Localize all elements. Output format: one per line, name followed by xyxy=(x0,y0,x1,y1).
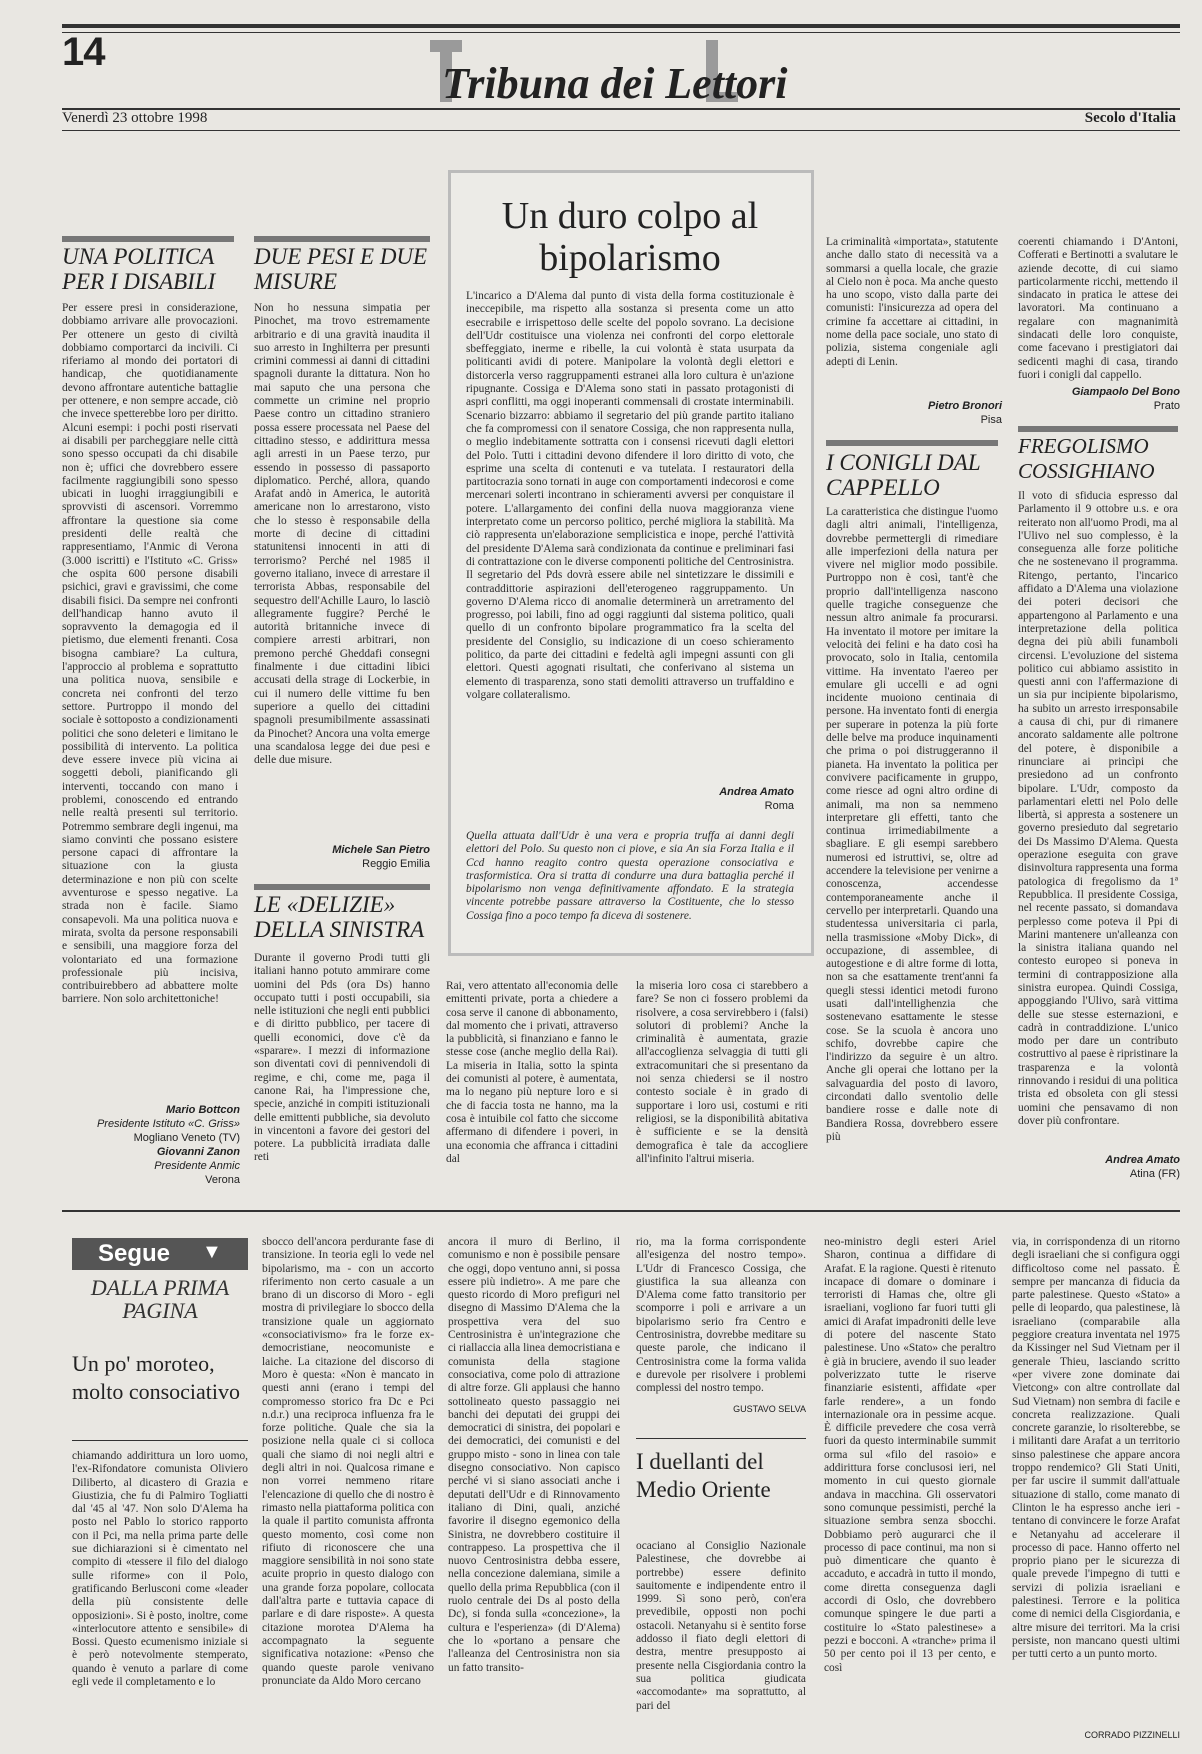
headline-duellanti: I duellanti del Medio Oriente xyxy=(636,1449,771,1502)
headline-disabili: UNA POLITICA PER I DISABILI xyxy=(62,244,216,294)
top-rule xyxy=(62,24,1180,28)
signature-location: Mogliano Veneto (TV) xyxy=(133,1132,240,1144)
headline-duepesi: DUE PESI E DUE MISURE xyxy=(254,244,428,294)
article-body-conigli: La caratteristica che distingue l'uomo dagli altri animali, l'intelligenza, dovrebbe permettergli di rimediare alle imperfezioni della natura per vivere nel miglior modo possibile. Purtroppo non è così, tant'è che proprio dall'intelligenza nascono quelle tragiche conseguenze che nessun altro animale fa procurarsi. Ha inventato il motore per imitare la velocità dei felini e ha dato così ha provocato, solo in Italia, centomila vittime. Ha inventato l'aereo per emulare gli uccelli e ad ogni incidente muoiono centinaia di persone. Ha inventato fonti di energia per superare in potenza la più forte delle belve ma produce inquinamenti che prima o poi distruggeranno il pianeta. Ha inventato la politica per convivere pacificamente in gruppo, come riesce ad ogni altro ordine di animali, ma non sa nemmeno interpretare gli effetti, tanto che continua irrimediabilmente a sbagliare. E gli esempi sarebbero numerosi ed istruttivi, se, oltre ad accendere la televisione per venirne a conoscenza, accendesse contemporaneamente anche il cervello per interpretarli. Quando una studentessa universitaria ci parla, nella trasmissione «Moby Dick», di occupazione, di assemblee, di autogestione e di altre forme di lotta, non sa che esattamente trent'anni fa quegli stessi identici metodi furono usati dall'intellighenzia che sostenevano esattamente le stesse cose. Se la scuola è ancora uno schifo, dovrebbe capire che l'indirizzo da seguire è un altro. Anche gli operai che lottano per la salvaguardia del posto di lavoro, circondati dallo sventolio delle bandiere rosse e dalle note di Bandiera Rossa, dovrebbero essere più xyxy=(826,506,998,1143)
signature: Mario Bottcon xyxy=(166,1104,240,1116)
signature-role: Presidente Istituto «C. Griss» xyxy=(96,1118,240,1130)
signature-location: Prato xyxy=(1153,400,1180,412)
article-body-moroteo-cont: rio, ma la forma corrispondente all'esigenza del nostro tempo». L'Udr di Francesco Cossiga, che giustifica la sua alleanza con D'Alema come fatto transitorio per scomporre i poli e arrivare a un bipolarismo serio fra Centro e Centrosinistra, dovrebbe meditare su queste parole, che indicano il Centrosinistra come la forma valida e durevole per risolvere i problemi complessi del nostro tempo. xyxy=(636,1236,806,1395)
newspaper-brand: Secolo d'Italia xyxy=(1084,110,1176,126)
signature: Andrea Amato xyxy=(1105,1154,1180,1166)
header-rule-bottom xyxy=(62,130,1180,131)
editorial-reply: Quella attuata dall'Udr è una vera e propria truffa ai danni degli elettori del Polo. Su questo non ci piove, e sia An sia Forza Italia e il Ccd hanno reagito contro questa operazione consociativa e trasformistica. Ora si tratta di condurre una dura battaglia perché il bipolarismo non venga definitivamente affondato. E la strategia vincente potrebbe passare attraverso la Costituente, che lo stesso Cossiga fino a poco tempo fa diceva di sostenere. xyxy=(466,830,794,922)
arrow-down-icon: ▼ xyxy=(202,1241,222,1263)
headline-bar xyxy=(254,884,430,890)
masthead xyxy=(430,40,850,110)
headline-rule xyxy=(72,1440,248,1441)
article-body-moroteo-cont: ancora il muro di Berlino, il comunismo e non è possibile pensare che oggi, dopo ventuno anni, si possa essere più indietro». A me pare che questo ricordo di Moro prefiguri nel disegno di Massimo D'Alema che la prospettiva vera del suo Centrosinistra è un'integrazione che ci riallaccia alla linea democristiana e comunista della stagione consociativa, come polo di attrazione di altre forze. Gli applausi che hanno sottolineato questo passaggio nei banchi dei deputati dei gruppi dei democratici di sinistra, dei popolari e dei democratici, dei comunisti e del gruppo misto - sono in linea con tale disegno consociativo. Non capisco perché vi si siano associati anche i deputati dell'Udr e di Rinnovamento italiano di Dini, quali, anziché favorire il disegno egemonico della Sinistra, ne dovrebbero costituire il contrappeso. La prospettiva che il nuovo Centrosinistra debba essere, nella concezione dalemiana, simile a quello della prima Repubblica (con il ruolo centrale dei Ds al posto della Dc), si fonda sulla «concezione», la cultura e l'esperienza» (di D'Alema) che lo «portano a pensare che l'alleanza del Centrosinistra non sia un fatto transito- xyxy=(448,1236,620,1674)
headline-bar xyxy=(254,236,430,242)
signature: Giampaolo Del Bono xyxy=(1071,386,1180,398)
headline-moroteo: Un po' moroteo, molto consociativo xyxy=(72,1351,241,1404)
article-body-duepesi: Non ho nessuna simpatia per Pinochet, ma trovo estremamente arbitrario e di una gravità inaudita il suo arresto in Inghilterra per presunti crimini commessi ai danni di cittadini spagnoli durante la dittatura. Non ho mai saputo che una persona che commette un crimine nel proprio Paese contro un cittadino straniero possa essere processata nel Paese del cittadino stesso, e addirittura messa agli arresti in un Paese terzo, pur essendo in possesso di passaporto diplomatico. Perché, allora, quando Arafat andò in America, le autorità americane non lo arrestarono, visto che lo stesso è responsabile della morte di decine di cittadini statunitensi innocenti in atti di terrorismo? Perché nel 1985 il governo italiano, invece di arrestare il terrorista Abbas, responsabile del sequestro dell'Achille Lauro, lo lasciò allegramente fuggire? Perché le autorità britanniche invece di compiere arresti arbitrari, non premono perché Gheddafi consegni finalmente i due cittadini libici accusati della strage di Lockerbie, in cui il numero delle vittime fu ben superiore a quello dei cittadini spagnoli presumibilmente assassinati da Pinochet? Ancora una volta emerge una scandalosa legge dei due pesi e delle due misure. xyxy=(254,302,430,767)
dalla-prima-pagina: DALLA PRIMA PAGINA xyxy=(90,1275,230,1323)
article-body-delizie: Durante il governo Prodi tutti gli italiani hanno potuto ammirare come uomini del Pds (ora Ds) hanno occupato tutti i posti occupabili, sia nelle istituzioni che negli enti pubblici e di diritto pubblico, per tacere di quelli economici, dove c'è da «sparare». I mezzi di informazione son diventati covi di pennivendoli di regime, e chi, come me, paga il canone Rai, ha l'impressione che, specie, anziché in compiti istituzionali delle emittenti pubbliche, sia devoluto in vincentoni a favore dei gestori del potere. La pubblicità irradiata dalle reti xyxy=(254,952,430,1164)
headline-bar xyxy=(826,440,998,446)
article-body-criminalita: La criminalità «importata», statutente anche dallo stato di necessità va a sommarsi a quella locale, che grazie al Cielo non è poca. Ma anche questo ha uno scopo, visto dalla parte dei comunisti: l'insicurezza ad opera del crimine fa accettare ai cittadini, in nome della pace sociale, uno stato di polizia, sistema congeniale agli adepti di Lenin. xyxy=(826,236,998,368)
article-body-disabili: Per essere presi in considerazione, dobbiamo arrivare alle provocazioni. Per ottenere un gesto di civiltà dobbiamo comportarci da incivili. Ci riferiamo al mondo dei portatori di handicap, che quotidianamente devono affrontare autentiche battaglie per ottenere, e non sempre accade, ciò che invece spetterebbe loro per diritto. Alcuni esempi: i pochi posti riservati ai disabili per parcheggiare nelle città sono spesso occupati da chi disabile non è; uffici che dovrebbero essere facilmente raggiungibili sono spesso ubicati in luoghi irraggiungibili e sprovvisti di ascensori. Vorremmo affrontare la questione sia come presidenti delle realtà che rappresentiamo, l'Anmic di Verona (3.000 iscritti) e l'Istituto «C. Griss» che ospita 600 persone disabili psichici, gravi e gravissimi, che come disabili fisici. Da sempre nei confronti dell'handicap hanno avuto il sopravvento la demagogia ed il pietismo, due elementi frenanti. Cosa bisogna cambiare? La cultura, l'approccio al problema e soprattutto una politica nuova, sensibile e concreta nei confronti del terzo settore. Purtroppo il mondo del sociale è sottoposto a condizionamenti politici che sono deleteri e limitano le possibilità di intervento. La politica deve essere invece più vicina ai soggetti deboli, pianificando gli interventi, toccando con mano i problemi, conoscendo ed entrando nelle realtà presenti sul territorio. Potremmo sembrare degli ingenui, ma siamo convinti che possano esistere persone capaci di affrontare la situazione con la giusta determinazione e non più con scelte avventurose e spesso negative. La strada non è facile. Siamo consapevoli. Ma una politica nuova e mirata, svolta da persone responsabili e sensibili, una maggiore forza del volontariato ed una formazione professionale più incisiva, contribuirebbero ad abbattere molte barriere. Non solo architettoniche! xyxy=(62,302,238,1006)
article-body-delizie-cont: la miseria loro cosa ci starebbero a fare? Se non ci fossero problemi da risolvere, a cosa servirebbero i (falsi) solutori di problemi? Anche la criminalità è aumentata, grazie all'accoglienza selvaggia di tutti gli extracomunitari che si presentano da noi senza chiedersi se il nostro contesto sociale è in grado di supportare i loro usi, costumi e riti religiosi, se la disponibilità abitativa è sufficiente e se la densità demografica è tale da accogliere all'infinito l'altrui miseria. xyxy=(636,980,808,1165)
headline-bar xyxy=(1018,426,1178,432)
signature-location: Atina (FR) xyxy=(1129,1168,1180,1180)
signature: GUSTAVO SELVA xyxy=(733,1404,806,1414)
section-divider xyxy=(62,1210,1180,1212)
page-number: 14 xyxy=(62,30,105,74)
article-body-duellanti-cont: neo-ministro degli esteri Ariel Sharon, continua a diffidare di Arafat. E la ragione. Questi è ritenuto incapace di domare o dominare i terroristi di Hamas che, oltre gli israeliani, vogliono far fuori tutti gli amici di Arafat impadroniti delle leve di potere del nascente Stato palestinese. Uno «Stato» che peraltro è già in bruciere, avendo il suo leader polverizzato tutte le riserve finanziarie esistenti, affidate «per farle rendere», a un fondo internazionale ora in pessime acque. È difficile prevedere che cosa verrà fuori da questo interminabile summit orma sul «filo del rasoio» e addirittura forse conclusosi ieri, nel momento in cui questo giornale andava in macchina. Gli osservatori sono comunque pessimisti, perché la situazione sembra senza sbocchi. Dobbiamo però augurarci che il processo di pace continui, ma non si può dimenticare che quanto è accaduto, e accadrà in tutto il mondo, come diretta conseguenza dagli accordi di Oslo, che dovrebbero comunque spingere le due parti a costituire lo «Stato palestinese» a pezzi e bocconi. A «tranche» prima il 50 per cento poi il 13 per cento, e così xyxy=(824,1236,996,1674)
article-body-bipolarismo: L'incarico a D'Alema dal punto di vista della forma costituzionale è ineccepibile, ma rispetto alla sostanza si presenta come un atto esecrabile e irrispettoso delle scelte del popolo sovrano. La decisione dell'Udr costituisce una violenza nei confronti del corpo elettorale sbeffeggiato, inerme e ribelle, la cui volontà è stata usurpata da politicanti avidi di potere. Manipolare la volontà degli elettori e distorcerla verso raggruppamenti estranei alla loro cultura è un'azione ripugnante. Cossiga e D'Alema sono stati in passato protagonisti di aspri conflitti, ma oggi inoperanti commensali di crostate interminabili. Scenario bizzarro: abbiamo il segretario del più grande partito italiano che fa compromessi con il senatore Cossiga, che non rappresenta nulla, o meglio indebitamente sottratta con i consensi ricevuti dagli elettori del Polo. Tutti i cittadini devono difendere il loro diritto di voto, che esprime una scelta di contenuti e va tutelata. I restauratori della partitocrazia sono tornati in auge con comportamenti indecorosi e come mercenari solerti incontrano in schieramenti avversi per conquistare il potere. L'allargamento dei confini della nuova maggioranza viene interpretato come un percorso politico, perché migliora la stabilità. Ma ciò rappresenta un'elaborazione semplicistica e inope, perché l'attività del presidente D'Alema sarà condizionata da continue e preliminari fasi di contrattazione con le diverse componenti politiche del Centrosinistra. Il segretario del Pds dovrà essere abile nel sintetizzare le dissimili e contraddittorie aspirazioni dell'eterogeneo raggruppamento. Un governo D'Alema ricco di anomalie determinerà un arretramento del progresso, poi labili, fino ad oggi raggiunti dal sistema politico, quali quello di un confronto bipolare programmatico fra la scelta del presidente del Consiglio, su indicazione di un coeso schieramento politico, da parte dei cittadini e fedeltà agli impegni assunti con gli elettori. Questi agognati risultati, che conferivano al sistema un elemento di trasparenza, sono stati demoliti attraverso un truffaldino e volgare collateralismo. xyxy=(466,290,795,701)
article-body-moroteo-cont: sbocco dell'ancora perdurante fase di transizione. In teoria egli lo vede nel bipolarismo, ma - con un accorto riferimento non certo casuale a un brano di un discorso di Moro - egli mostra di privilegiare lo sbocco della transizione quale un aggiornato «consociativismo» fra le forze ex-democristiane, neocomuniste e laiche. La citazione del discorso di Moro è questa: «Non è mancato in questi anni (erano i tempi del compromesso storico fra Dc e Pci n.d.r.) una reciproca influenza fra le forze politiche. Quale che sia la posizione nella quale ci si colloca quali che siamo di noi negli altri e degli altri in noi. Qualcosa rimane e non vorrei nemmeno ritare l'elencazione di quello che di nostro è rimasto nella piattaforma politica con la quale il partito comunista affronta questo momento, così come non rifiuto di riconoscere che una maggiore sensibilità in noi sono state acuite proprio in questo dialogo con una grande forza popolare, collocata dall'altra parte e tuttavia capace di parlare e di dare risposte». A questa citazione morotea D'Alema ha accompagnato la seguente significativa notazione: «Penso che quando queste parole venivano pronunciate da Aldo Moro cercano xyxy=(262,1236,434,1687)
segue-banner xyxy=(72,1238,248,1270)
header-rule xyxy=(62,108,1180,110)
signature: Pietro Bronori xyxy=(928,400,1002,412)
signature: Andrea Amato xyxy=(719,786,794,798)
signature-role: Presidente Anmic xyxy=(154,1160,240,1172)
article-body-delizie-cont: Rai, vero attentato all'economia delle emittenti private, porta a chiedere a cosa serve il canone di abbonamento, dal momento che i privati, attraverso la pubblicità, si finanziano e fanno le stesse cose (anche meglio della Rai). La miseria in Italia, sotto la spinta dei comunisti al potere, è aumentata, ma lo negano più nepture loro e si che di faccia tosta ne hanno, ma la cosa è intuibile col fatto che siccome affermano di difendere i poveri, in una economia che affranca i cittadini dal xyxy=(446,980,618,1165)
headline-delizie: LE «DELIZIE» DELLA SINISTRA xyxy=(254,892,425,942)
article-body-fregolismo: Il voto di sfiducia espresso dal Parlamento il 9 ottobre u.s. e ora reiterato non all'uomo Prodi, ma al l'Ulivo nel suo complesso, è la conseguenza alle forze politiche che ne sostenevano il programma. Ritengo, pertanto, l'incarico affidato a D'Alema una violazione dei poteri decisori che appartengono al Parlamento e una interpretazione della politica degna dei più abili funamboli circensi. L'evoluzione del sistema politico cui abbiamo assistito in questi anni con l'affermazione di un sia pur incipiente bipolarismo, ha subito un arresto irresponsabile a causa di chi, pur di rimanere ancorato saldamente alle poltrone del potere, è disponibile a rinunciare ai princìpi che presiedono ad un confronto bipolare. L'Udr, composto da parlamentari eletti nel Polo delle libertà, si appresta a sostenere un governo presieduto dal segretario dei Ds Massimo D'Alema. Questa operazione eseguita con grave disinvoltura rappresenta una forma patologica di fregolismo da 1ª Repubblica. Il presidente Cossiga, nel recente passato, si domandava perplesso come poteva il Ppi di Marini mantenere un'alleanza con la sinistra italiana quando nel contesto europeo si poneva in termini di contrapposizione alla sinistra europea. Quindi Cossiga, appoggiando l'Ulivo, sarà vittima delle sue stesse esternazioni, e cadrà in contraddizione. L'unico modo per dare un contributo costruttivo al paese è ripristinare la trasparenza e la volontà rinnovando i residui di una politica trista ed obsoleta con gli stessi uomini che pensavamo di non dover più confrontare. xyxy=(1018,490,1178,1127)
headline-bar xyxy=(62,236,234,242)
signature-location: Pisa xyxy=(980,414,1002,426)
signature: CORRADO PIZZINELLI xyxy=(1084,1730,1180,1740)
headline-conigli: I CONIGLI DAL CAPPELLO xyxy=(826,450,981,500)
signature: Michele San Pietro xyxy=(332,844,430,856)
signature-location: Roma xyxy=(764,800,794,812)
signature-location: Verona xyxy=(205,1174,240,1186)
article-body-duellanti-cont: via, in corrispondenza di un ritorno degli israeliani che si configura oggi difficoltoso come nel passato. È sempre per mancanza di fiducia da parte palestinese. Questo «Stato» a pelle di leopardo, qua palestinese, là israeliano (comparabile alla peggiore creatura inventata nel 1975 da Kissinger nel Sud Vietnam per il generale Thieu, lasciando scritto «per vivere zone dominate dai Vietcong» con altre controllate dal Sud Vietnam) non sembra di facile e concreta realizzazione. Quali concrete garanzie, lo risolterebbe, se i militanti dare Arafat a un territorio sinso palestinese che appare ancora troppo rendemico? Gli Stati Uniti, per far uscire il summit dall'attuale situazione di stallo, come manato di Clinton le ha espresso anche ieri - tentano di convincere le forze Arafat e Netanyahu ad accelerare il processo di pace. Hanno offerto nel proprio piano per le sicurezza di quale prevede l'impegno di tutti e servizi di polizia israeliani e palestinesi. Terrore e la politica come di nemici della Cisgiordania, e altre misure dei territori. Ma la crisi persiste, non mancano questi ultimi per tutti certo a un punto morto. xyxy=(1012,1236,1180,1661)
masthead-title: Tribuna dei Lettori xyxy=(442,59,788,108)
headline-fregolismo: FREGOLISMO COSSIGHIANO xyxy=(1018,434,1155,483)
headline-bipolarismo: Un duro colpo al bipolarismo xyxy=(501,195,759,279)
article-body-coerenti: coerenti chiamando i D'Antoni, Cofferati e Bertinotti a svalutare le aziende decotte, di cui siamo particolarmente ricchi, mettendo il sindacato in pratica le attese dei lavoratori. Ma continuano a regalare con magnanimità sindacati delle loro conquiste, come facevano i prestigiatori dai sedicenti maghi di casa, tirando fuori i conigli dal cappello. xyxy=(1018,236,1178,381)
headline-rule xyxy=(636,1438,806,1439)
signature-location: Reggio Emilia xyxy=(362,858,430,870)
segue-label: Segue xyxy=(98,1240,171,1267)
top-rule-thin xyxy=(62,32,1180,33)
article-body-moroteo: chiamando addirittura un loro uomo, l'ex-Rifondatore comunista Oliviero Diliberto, al dicastero di Grazia e Giustizia, che fu di Palmiro Togliatti dal '45 al '47. Non solo D'Alema ha posto nel Pablo lo storico rapporto con il Pci, ma nella prima parte delle sue dichiarazioni si è cimentato nel compito di «tessere il filo del dialogo sulle riforme» con il Polo, gratificando Berlusconi come «leader della più consistente delle opposizioni». Si è posto, inoltre, come «interlocutore attento e sensibile» di Bossi. Questo ecumenismo iniziale si è però notevolmente stemperato, quando è venuto a parlare di come egli vede il completamento e lo xyxy=(72,1450,248,1689)
issue-date: Venerdì 23 ottobre 1998 xyxy=(62,110,208,126)
article-body-duellanti: ocaciano al Consiglio Nazionale Palestinese, che dovrebbe ai portrebbe) essere definito sauitomente e indipendente entro il 1999. Sì sono però, con'era prevedibile, opposti non pochi ostacoli. Netanyahu si è sentito forse addosso il fiato degli elettori di destra, mentre presupposto ai presente nella Cisgiordania contro la sua politica giudicata «accomodante» ma soprattutto, al pari del xyxy=(636,1540,806,1712)
signature: Giovanni Zanon xyxy=(156,1146,240,1158)
